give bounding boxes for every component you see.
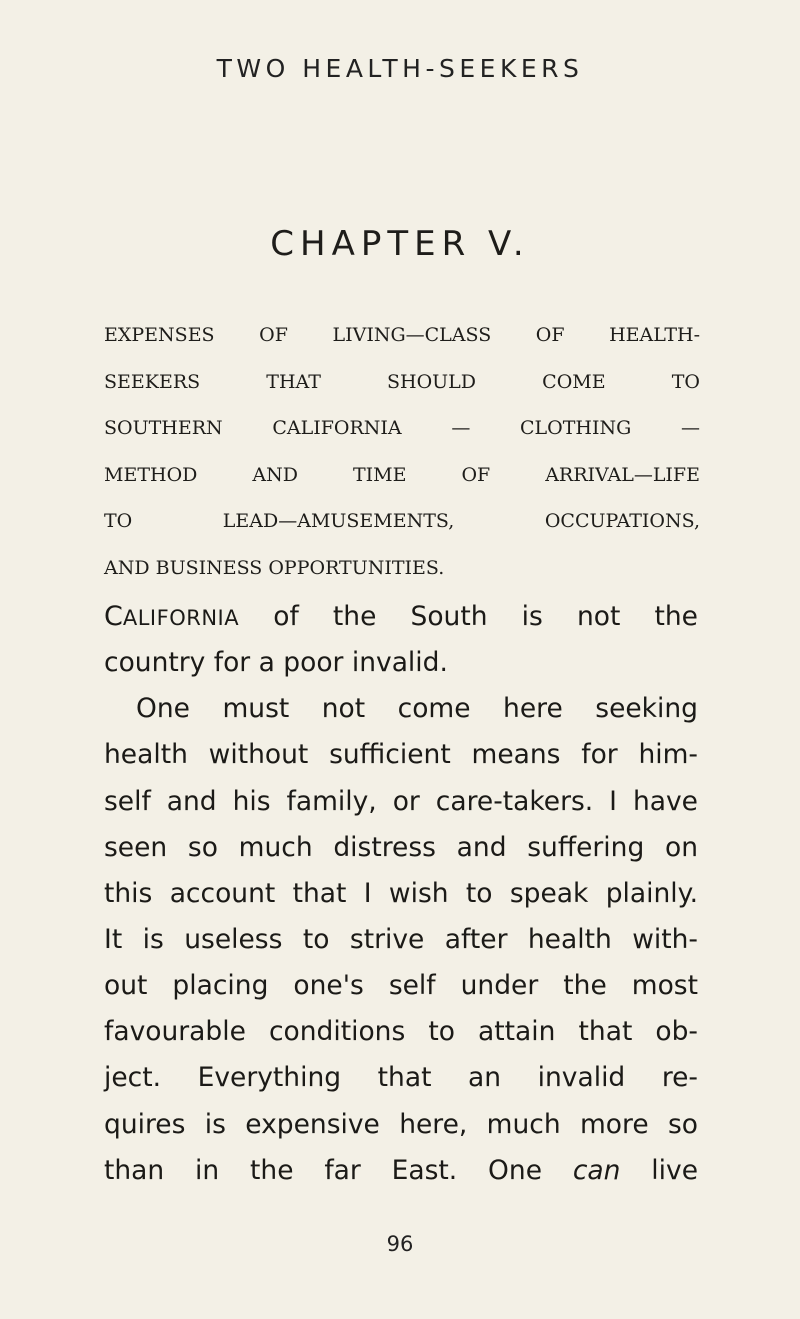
body-line: favourable conditions to attain that ob-: [104, 1016, 698, 1048]
body-text: [104, 594, 698, 1194]
synopsis-line: EXPENSES OF LIVING—CLASS OF HEALTH-: [104, 324, 700, 346]
body-line: self and his family, or care-takers. I have: [104, 785, 698, 817]
opening-smallcaps: ALIFORNIA: [122, 606, 240, 630]
synopsis-line: TO LEAD—AMUSEMENTS, OCCUPATIONS,: [104, 510, 700, 533]
running-head: TWO HEALTH-SEEKERS: [216, 54, 584, 83]
body-line: out placing one's self under the most: [104, 970, 698, 1002]
synopsis-line: SOUTHERN CALIFORNIA — CLOTHING —: [104, 417, 700, 440]
body-line: this account that I wish to speak plainly.: [104, 877, 698, 909]
last-line-after: live: [620, 1154, 699, 1186]
chapter-synopsis: [104, 312, 700, 592]
body-line: It is useless to strive after health with-: [104, 923, 698, 955]
synopsis-line: METHOD AND TIME OF ARRIVAL—LIFE: [104, 463, 700, 486]
synopsis-line: AND BUSINESS OPPORTUNITIES.: [104, 556, 445, 579]
chapter-title: CHAPTER V.: [270, 224, 530, 264]
last-line-before: than in the far East. One: [104, 1154, 573, 1186]
body-line: country for a poor invalid.: [104, 647, 448, 679]
body-line: [104, 1148, 698, 1194]
opening-line-rest: of the South is not the: [239, 601, 698, 632]
body-line: [104, 594, 698, 640]
body-line: One must not come here seeking: [136, 693, 698, 725]
body-line: ject. Everything that an invalid re-: [104, 1062, 698, 1094]
body-line: quires is expensive here, much more so: [104, 1108, 698, 1140]
last-line-italic: can: [572, 1154, 621, 1186]
synopsis-line: SEEKERS THAT SHOULD COME TO: [104, 370, 700, 393]
opening-initial: C: [104, 601, 123, 632]
body-line: seen so much distress and suffering on: [104, 831, 698, 863]
page-number: 96: [386, 1232, 414, 1256]
body-line: health without sufficient means for him-: [104, 739, 698, 771]
